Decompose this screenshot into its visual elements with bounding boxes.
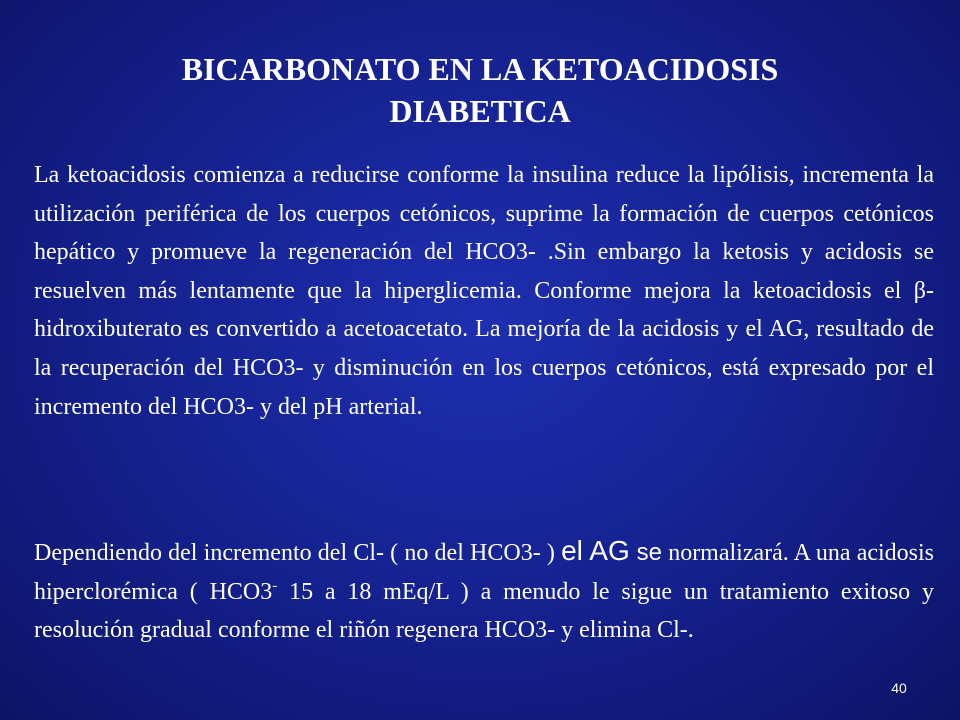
paragraph-2-el-ag: el AG [561, 535, 630, 566]
hco3-superscript: - [272, 577, 278, 594]
paragraph-2-se: se [629, 539, 662, 566]
title-line-1: BICARBONATO EN LA KETOACIDOSIS [181, 51, 779, 87]
slide-title [80, 48, 880, 132]
title-line-2: DIABETICA [389, 93, 571, 129]
paragraph-2-part-4: normalizará. A una acidosis hiperclorémica ( HCO3 [34, 540, 935, 605]
paragraph-2 [34, 532, 934, 650]
paragraph-2-part-5: 15 a 18 mEq/L ) a menudo le sigue un tratamiento exitoso y resolución gradual conforme el riñón regenera HCO3- y elimina Cl-. [34, 578, 934, 644]
page-number: 40 [891, 680, 907, 696]
paragraph-2-part-1: Dependiendo del incremento del Cl- ( no del HCO3- ) [34, 540, 562, 566]
paragraph-1: La ketoacidosis comienza a reducirse conforme la insulina reduce la lipólisis, incrementa la utilización periférica de los cuerpos cetónicos, suprime la formación de cuerpos cetónicos hepático y promueve la regeneración del HCO3- .Sin embargo la ketosis y acidosis se resuelven más lentamente que la hiperglicemia. Conforme mejora la ketoacidosis el β-hidroxibuterato es convertido a acetoacetato. La mejoría de la acidosis y el AG, resultado de la recuperación del HCO3- y disminución en los cuerpos cetónicos, está expresado por el incremento del HCO3- y del pH arterial. [34, 162, 934, 420]
